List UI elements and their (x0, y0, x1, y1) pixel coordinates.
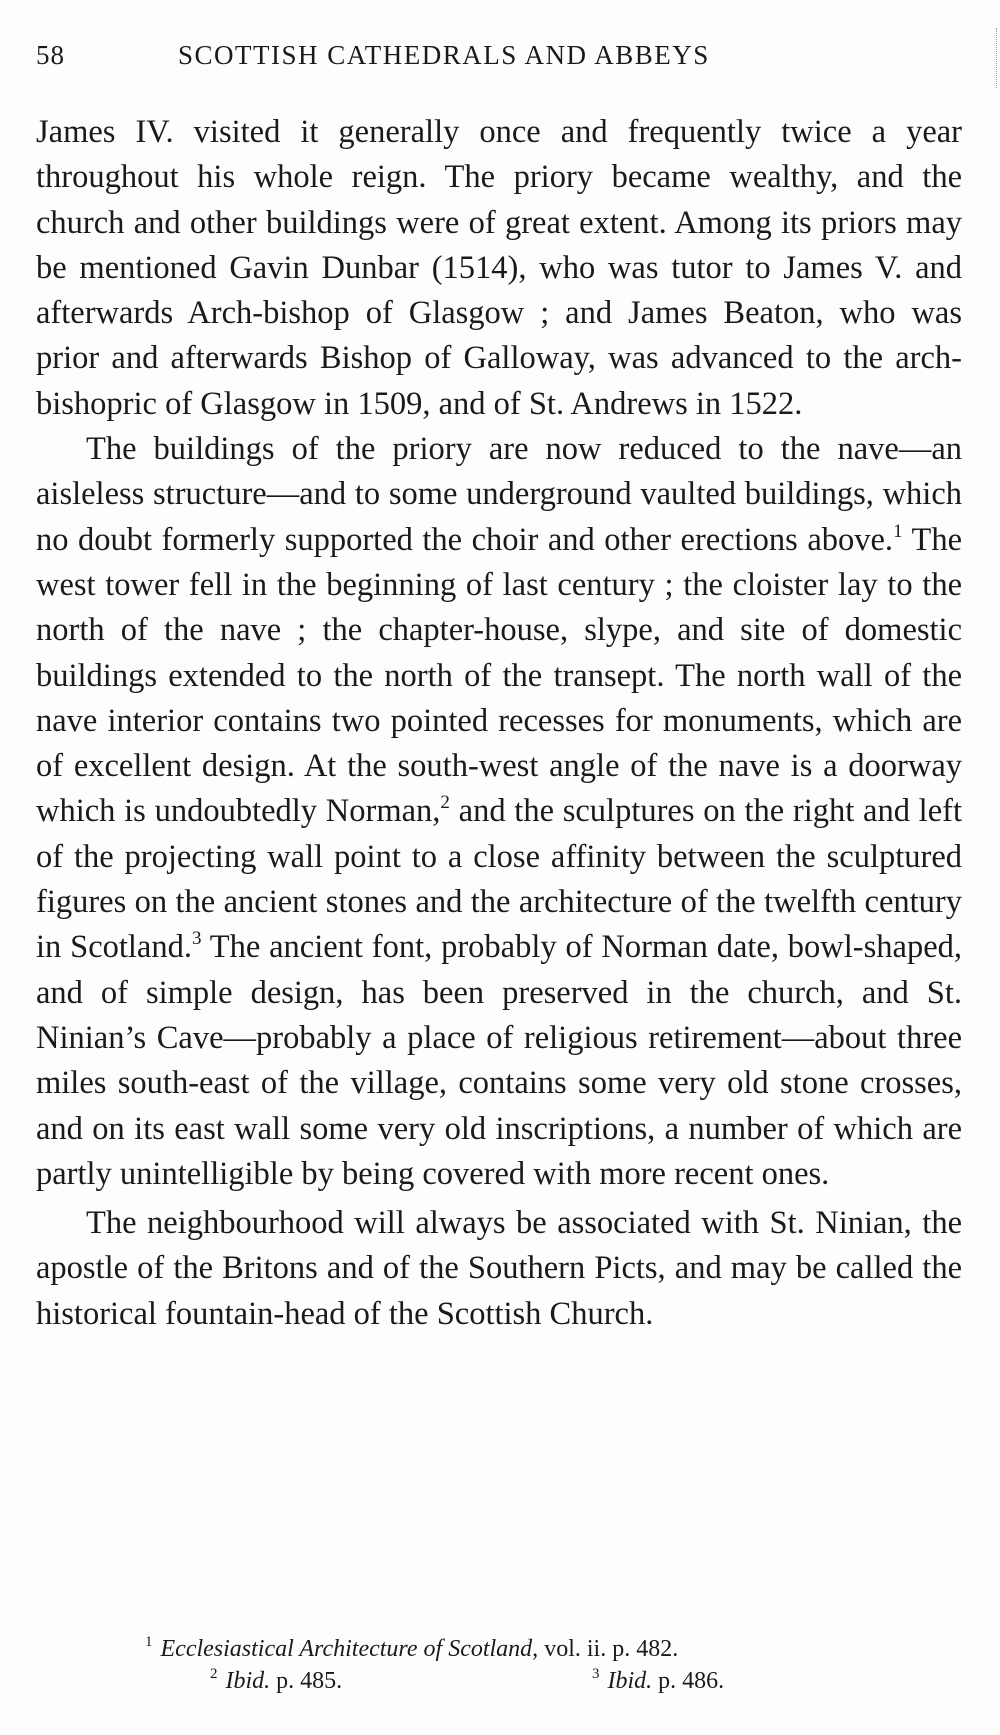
footnote-3 (592, 1659, 724, 1696)
footnote-1-detail: vol. ii. p. 482. (538, 1636, 679, 1662)
page-header (36, 40, 966, 76)
footnote-2-title: Ibid. (225, 1668, 271, 1694)
footnote-ref-3: 3 (191, 928, 202, 950)
footnote-2-detail: p. 485. (270, 1668, 343, 1694)
footnote-1-title: Ecclesiastical Architecture of Scotland, (160, 1636, 539, 1662)
paragraph-2-text-d: The ancient font, probably of Norman date, bowl-shaped, and of simple design, has been preserved in the church, and St. Ninian’s Cave—probably a place of religious retirement—about three miles south-east of the village, contains some very old stone crosses, and on its east wall some very old inscriptions, a number of which are partly unintelligible by being covered with more recent ones. (36, 929, 962, 1192)
footnote-3-title: Ibid. (607, 1668, 653, 1694)
footnote-1-mark: 1 (145, 1634, 153, 1650)
running-head: SCOTTISH CATHEDRALS AND ABBEYS (178, 40, 710, 70)
body-text (36, 110, 962, 1337)
paragraph-2-text-a: The buildings of the priory are now reduced to the nave—an aisleless structure—and to some underground vaulted buildings, which no doubt formerly supported the choir and other erections above. (36, 431, 962, 558)
paragraph-2 (36, 427, 962, 1197)
paragraph-3-text: The neighbourhood will always be associated with St. Ninian, the apostle of the Britons and of the Southern Picts, and may be called the historical fountain-head of the Scottish Church. (36, 1205, 962, 1332)
margin-scan-mark (996, 28, 1000, 88)
footnote-3-mark: 3 (592, 1666, 600, 1682)
footnote-3-detail: p. 486. (652, 1668, 725, 1694)
paragraph-2-text-c: and the sculptures on the right and left of the projecting wall point to a close affinity between the sculptured figures on the ancient stones and the architecture of the twelfth century in Scotland. (36, 793, 962, 966)
page-number: 58 (36, 40, 65, 70)
paragraph-1 (36, 110, 962, 427)
footnote-2 (210, 1659, 342, 1696)
footnote-ref-2: 2 (440, 792, 450, 814)
paragraph-3 (36, 1201, 962, 1337)
paragraph-2-text-b: The west tower fell in the beginning of last century ; the cloister lay to the north of the nave ; the chapter-house, slype, and site of domestic buildings extended to the north of the transept. The north wall of the nave interior contains two pointed recesses for monuments, which are of excellent design. At the south-west angle of the nave is a doorway which is undoubtedly Norman, (36, 521, 962, 830)
paragraph-1-text: James IV. visited it generally once and frequently twice a year throughout his whole reign. The priory became wealthy, and the church and other buildings were of great extent. Among its priors may be mentioned Gavin Dunbar (1514), who was tutor to James V. and afterwards Arch-bishop of Glasgow ; and James Beaton, who was prior and afterwards Bishop of Galloway, was advanced to the arch-bishopric of Glasgow in 1509, and of St. Andrews in 1522. (36, 114, 962, 422)
footnote-ref-1: 1 (893, 520, 903, 542)
footnote-2-mark: 2 (210, 1666, 218, 1682)
